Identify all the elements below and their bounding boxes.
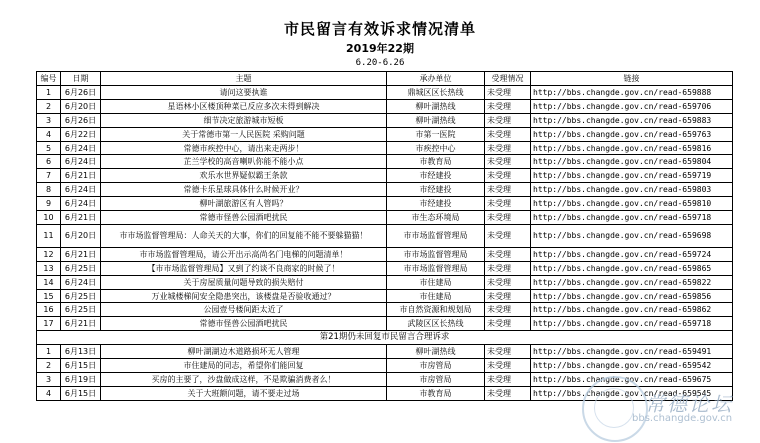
row-status: 未受理 xyxy=(485,224,531,247)
watermark-url: bbs.changde.gov.cn xyxy=(632,413,733,424)
row-status: 未受理 xyxy=(485,155,531,169)
table-row xyxy=(37,211,733,225)
row-number: 9 xyxy=(37,197,61,211)
row-date: 6月25日 xyxy=(61,303,101,317)
col-header-number: 编号 xyxy=(37,72,61,86)
col-header-unit: 承办单位 xyxy=(387,72,485,86)
row-status: 未受理 xyxy=(485,86,531,100)
date-range: 6.20-6.26 xyxy=(355,58,405,68)
row-number: 17 xyxy=(37,317,61,331)
row-link[interactable]: http://bbs.changde.gov.cn/read-659862 xyxy=(531,303,733,317)
col-header-date: 日期 xyxy=(61,72,101,86)
row-number: 15 xyxy=(37,289,61,303)
row-topic: 星语林小区楼顶种菜已反应多次未得到解决 xyxy=(101,99,387,113)
row-number: 2 xyxy=(37,99,61,113)
row-date: 6月24日 xyxy=(61,141,101,155)
row-number: 1 xyxy=(37,345,61,359)
row-link[interactable]: http://bbs.changde.gov.cn/read-659804 xyxy=(531,155,733,169)
row-topic: 常德市疾控中心，请出来走两步！ xyxy=(101,141,387,155)
row-number: 4 xyxy=(37,386,61,400)
row-topic: 关于常德市第一人民医院 采购问题 xyxy=(101,127,387,141)
row-unit: 柳叶湖热线 xyxy=(387,113,485,127)
row-status: 未受理 xyxy=(485,141,531,155)
row-status: 未受理 xyxy=(485,113,531,127)
row-link[interactable]: http://bbs.changde.gov.cn/read-659718 xyxy=(531,317,733,331)
row-date: 6月13日 xyxy=(61,345,101,359)
table-row xyxy=(37,303,733,317)
row-unit: 武陵区区长热线 xyxy=(387,317,485,331)
row-date: 6月26日 xyxy=(61,86,101,100)
row-number: 3 xyxy=(37,373,61,387)
row-status: 未受理 xyxy=(485,373,531,387)
row-status: 未受理 xyxy=(485,386,531,400)
row-date: 6月24日 xyxy=(61,275,101,289)
row-unit: 市房管局 xyxy=(387,373,485,387)
row-status: 未受理 xyxy=(485,345,531,359)
section-header-row xyxy=(37,331,733,345)
row-unit: 市疾控中心 xyxy=(387,141,485,155)
table-row xyxy=(37,99,733,113)
row-topic: 万业城楼梯间安全隐患突出，该楼盘是否验收通过？ xyxy=(101,289,387,303)
row-link[interactable]: http://bbs.changde.gov.cn/read-659816 xyxy=(531,141,733,155)
row-date: 6月15日 xyxy=(61,386,101,400)
row-status: 未受理 xyxy=(485,275,531,289)
row-topic: 常德市怪兽公园酒吧扰民 xyxy=(101,317,387,331)
row-topic: 请问这要执谁 xyxy=(101,86,387,100)
complaints-table xyxy=(36,71,733,401)
page-title: 市民留言有效诉求情况清单 xyxy=(283,20,476,38)
row-topic: 欢乐水世界疑似霸王条款 xyxy=(101,169,387,183)
row-link[interactable]: http://bbs.changde.gov.cn/read-659810 xyxy=(531,197,733,211)
row-date: 6月20日 xyxy=(61,99,101,113)
row-date: 6月21日 xyxy=(61,169,101,183)
row-date: 6月21日 xyxy=(61,317,101,331)
row-link[interactable]: http://bbs.changde.gov.cn/read-659803 xyxy=(531,183,733,197)
row-link[interactable]: http://bbs.changde.gov.cn/read-659698 xyxy=(531,224,733,247)
row-status: 未受理 xyxy=(485,317,531,331)
row-number: 13 xyxy=(37,261,61,275)
col-header-topic: 主题 xyxy=(101,72,387,86)
row-number: 8 xyxy=(37,183,61,197)
row-date: 6月21日 xyxy=(61,211,101,225)
row-status: 未受理 xyxy=(485,289,531,303)
table-row xyxy=(37,317,733,331)
issue-number: 2019年22期 xyxy=(346,42,414,55)
row-link[interactable]: http://bbs.changde.gov.cn/read-659545 xyxy=(531,386,733,400)
row-topic: 细节决定旅游城市短板 xyxy=(101,113,387,127)
row-status: 未受理 xyxy=(485,183,531,197)
row-unit: 市自然资源和规划局 xyxy=(387,303,485,317)
row-link[interactable]: http://bbs.changde.gov.cn/read-659491 xyxy=(531,345,733,359)
table-row xyxy=(37,224,733,247)
row-status: 未受理 xyxy=(485,261,531,275)
table-row xyxy=(37,275,733,289)
table-row xyxy=(37,261,733,275)
row-number: 16 xyxy=(37,303,61,317)
row-status: 未受理 xyxy=(485,197,531,211)
section-title: 第21期仍未回复市民留言合理诉求 xyxy=(37,331,733,345)
row-unit: 市第一医院 xyxy=(387,127,485,141)
row-number: 12 xyxy=(37,247,61,261)
watermark-logo-text: 常德论坛 xyxy=(645,392,733,416)
table-row xyxy=(37,86,733,100)
row-topic: 柳叶湖湖边木道路损坏无人管理 xyxy=(101,345,387,359)
row-date: 6月19日 xyxy=(61,373,101,387)
row-unit: 市住建局 xyxy=(387,275,485,289)
row-number: 10 xyxy=(37,211,61,225)
row-unit: 市市场监督管理局 xyxy=(387,261,485,275)
row-number: 11 xyxy=(37,224,61,247)
row-unit: 市教育局 xyxy=(387,155,485,169)
row-number: 3 xyxy=(37,113,61,127)
row-topic: 买房的主要了，沙盘做成这样，不是欺骗消费者么！ xyxy=(101,373,387,387)
row-date: 6月25日 xyxy=(61,289,101,303)
table-row xyxy=(37,169,733,183)
table-row xyxy=(37,113,733,127)
table-row xyxy=(37,359,733,373)
row-topic: 【市市场监督管理局】又到了约谈不良商家的时候了！ xyxy=(101,261,387,275)
table-row xyxy=(37,197,733,211)
row-date: 6月24日 xyxy=(61,197,101,211)
row-number: 6 xyxy=(37,155,61,169)
row-date: 6月15日 xyxy=(61,359,101,373)
row-status: 未受理 xyxy=(485,211,531,225)
row-number: 2 xyxy=(37,359,61,373)
row-unit: 柳叶湖热线 xyxy=(387,345,485,359)
row-status: 未受理 xyxy=(485,247,531,261)
row-topic: 关于大班额问题，请不要走过场 xyxy=(101,386,387,400)
row-date: 6月24日 xyxy=(61,155,101,169)
row-status: 未受理 xyxy=(485,99,531,113)
row-link[interactable]: http://bbs.changde.gov.cn/read-659724 xyxy=(531,247,733,261)
row-link[interactable]: http://bbs.changde.gov.cn/read-659718 xyxy=(531,211,733,225)
row-topic: 柳叶湖旅游区有人管吗？ xyxy=(101,197,387,211)
row-unit: 市住建局 xyxy=(387,289,485,303)
row-date: 6月25日 xyxy=(61,261,101,275)
row-unit: 市市场监督管理局 xyxy=(387,224,485,247)
row-topic: 市市场监督管理局，请公开出示高尚名门电梯的问题清单！ xyxy=(101,247,387,261)
row-topic: 公园壹号楼间距太近了 xyxy=(101,303,387,317)
row-link[interactable]: http://bbs.changde.gov.cn/read-659865 xyxy=(531,261,733,275)
row-status: 未受理 xyxy=(485,359,531,373)
row-link[interactable]: http://bbs.changde.gov.cn/read-659856 xyxy=(531,289,733,303)
row-topic: 市市场监督管理局：人命关天的大事，你们的回复能不能不要躲猫猫！ xyxy=(101,224,387,247)
col-header-status: 受理情况 xyxy=(485,72,531,86)
row-link[interactable]: http://bbs.changde.gov.cn/read-659888 xyxy=(531,86,733,100)
row-status: 未受理 xyxy=(485,127,531,141)
row-date: 6月20日 xyxy=(61,224,101,247)
row-status: 未受理 xyxy=(485,303,531,317)
row-topic: 常德市怪兽公园酒吧扰民 xyxy=(101,211,387,225)
table-row xyxy=(37,345,733,359)
row-link[interactable]: http://bbs.changde.gov.cn/read-659675 xyxy=(531,373,733,387)
row-unit: 市经建投 xyxy=(387,183,485,197)
row-link[interactable]: http://bbs.changde.gov.cn/read-659706 xyxy=(531,99,733,113)
row-unit: 市生态环境局 xyxy=(387,211,485,225)
table-row xyxy=(37,183,733,197)
row-unit: 市经建投 xyxy=(387,197,485,211)
row-status: 未受理 xyxy=(485,169,531,183)
row-link[interactable]: http://bbs.changde.gov.cn/read-659542 xyxy=(531,359,733,373)
table-row xyxy=(37,247,733,261)
row-link[interactable]: http://bbs.changde.gov.cn/read-659883 xyxy=(531,113,733,127)
table-row xyxy=(37,289,733,303)
table-row xyxy=(37,141,733,155)
row-topic: 关于房屋质量问题导致的损失赔付 xyxy=(101,275,387,289)
row-topic: 常德卡乐星球具体什么时候开业？ xyxy=(101,183,387,197)
row-unit: 市市场监督管理局 xyxy=(387,247,485,261)
row-number: 4 xyxy=(37,127,61,141)
row-link[interactable]: http://bbs.changde.gov.cn/read-659719 xyxy=(531,169,733,183)
table-header-row xyxy=(37,72,733,86)
row-link[interactable]: http://bbs.changde.gov.cn/read-659822 xyxy=(531,275,733,289)
row-unit: 柳叶湖热线 xyxy=(387,99,485,113)
row-date: 6月21日 xyxy=(61,247,101,261)
row-date: 6月26日 xyxy=(61,113,101,127)
row-topic: 芷兰学校的高音喇叭你能不能小点 xyxy=(101,155,387,169)
row-number: 14 xyxy=(37,275,61,289)
table-row xyxy=(37,155,733,169)
row-link[interactable]: http://bbs.changde.gov.cn/read-659763 xyxy=(531,127,733,141)
row-unit: 鼎城区区长热线 xyxy=(387,86,485,100)
row-number: 1 xyxy=(37,86,61,100)
row-unit: 市经建投 xyxy=(387,169,485,183)
row-unit: 市教育局 xyxy=(387,386,485,400)
row-unit: 市房管局 xyxy=(387,359,485,373)
row-date: 6月22日 xyxy=(61,127,101,141)
row-topic: 市住建局的同志，希望你们能回复 xyxy=(101,359,387,373)
row-number: 5 xyxy=(37,141,61,155)
table-row xyxy=(37,127,733,141)
col-header-link: 链接 xyxy=(531,72,733,86)
row-number: 7 xyxy=(37,169,61,183)
watermark-seal-icon xyxy=(582,376,648,442)
row-date: 6月24日 xyxy=(61,183,101,197)
